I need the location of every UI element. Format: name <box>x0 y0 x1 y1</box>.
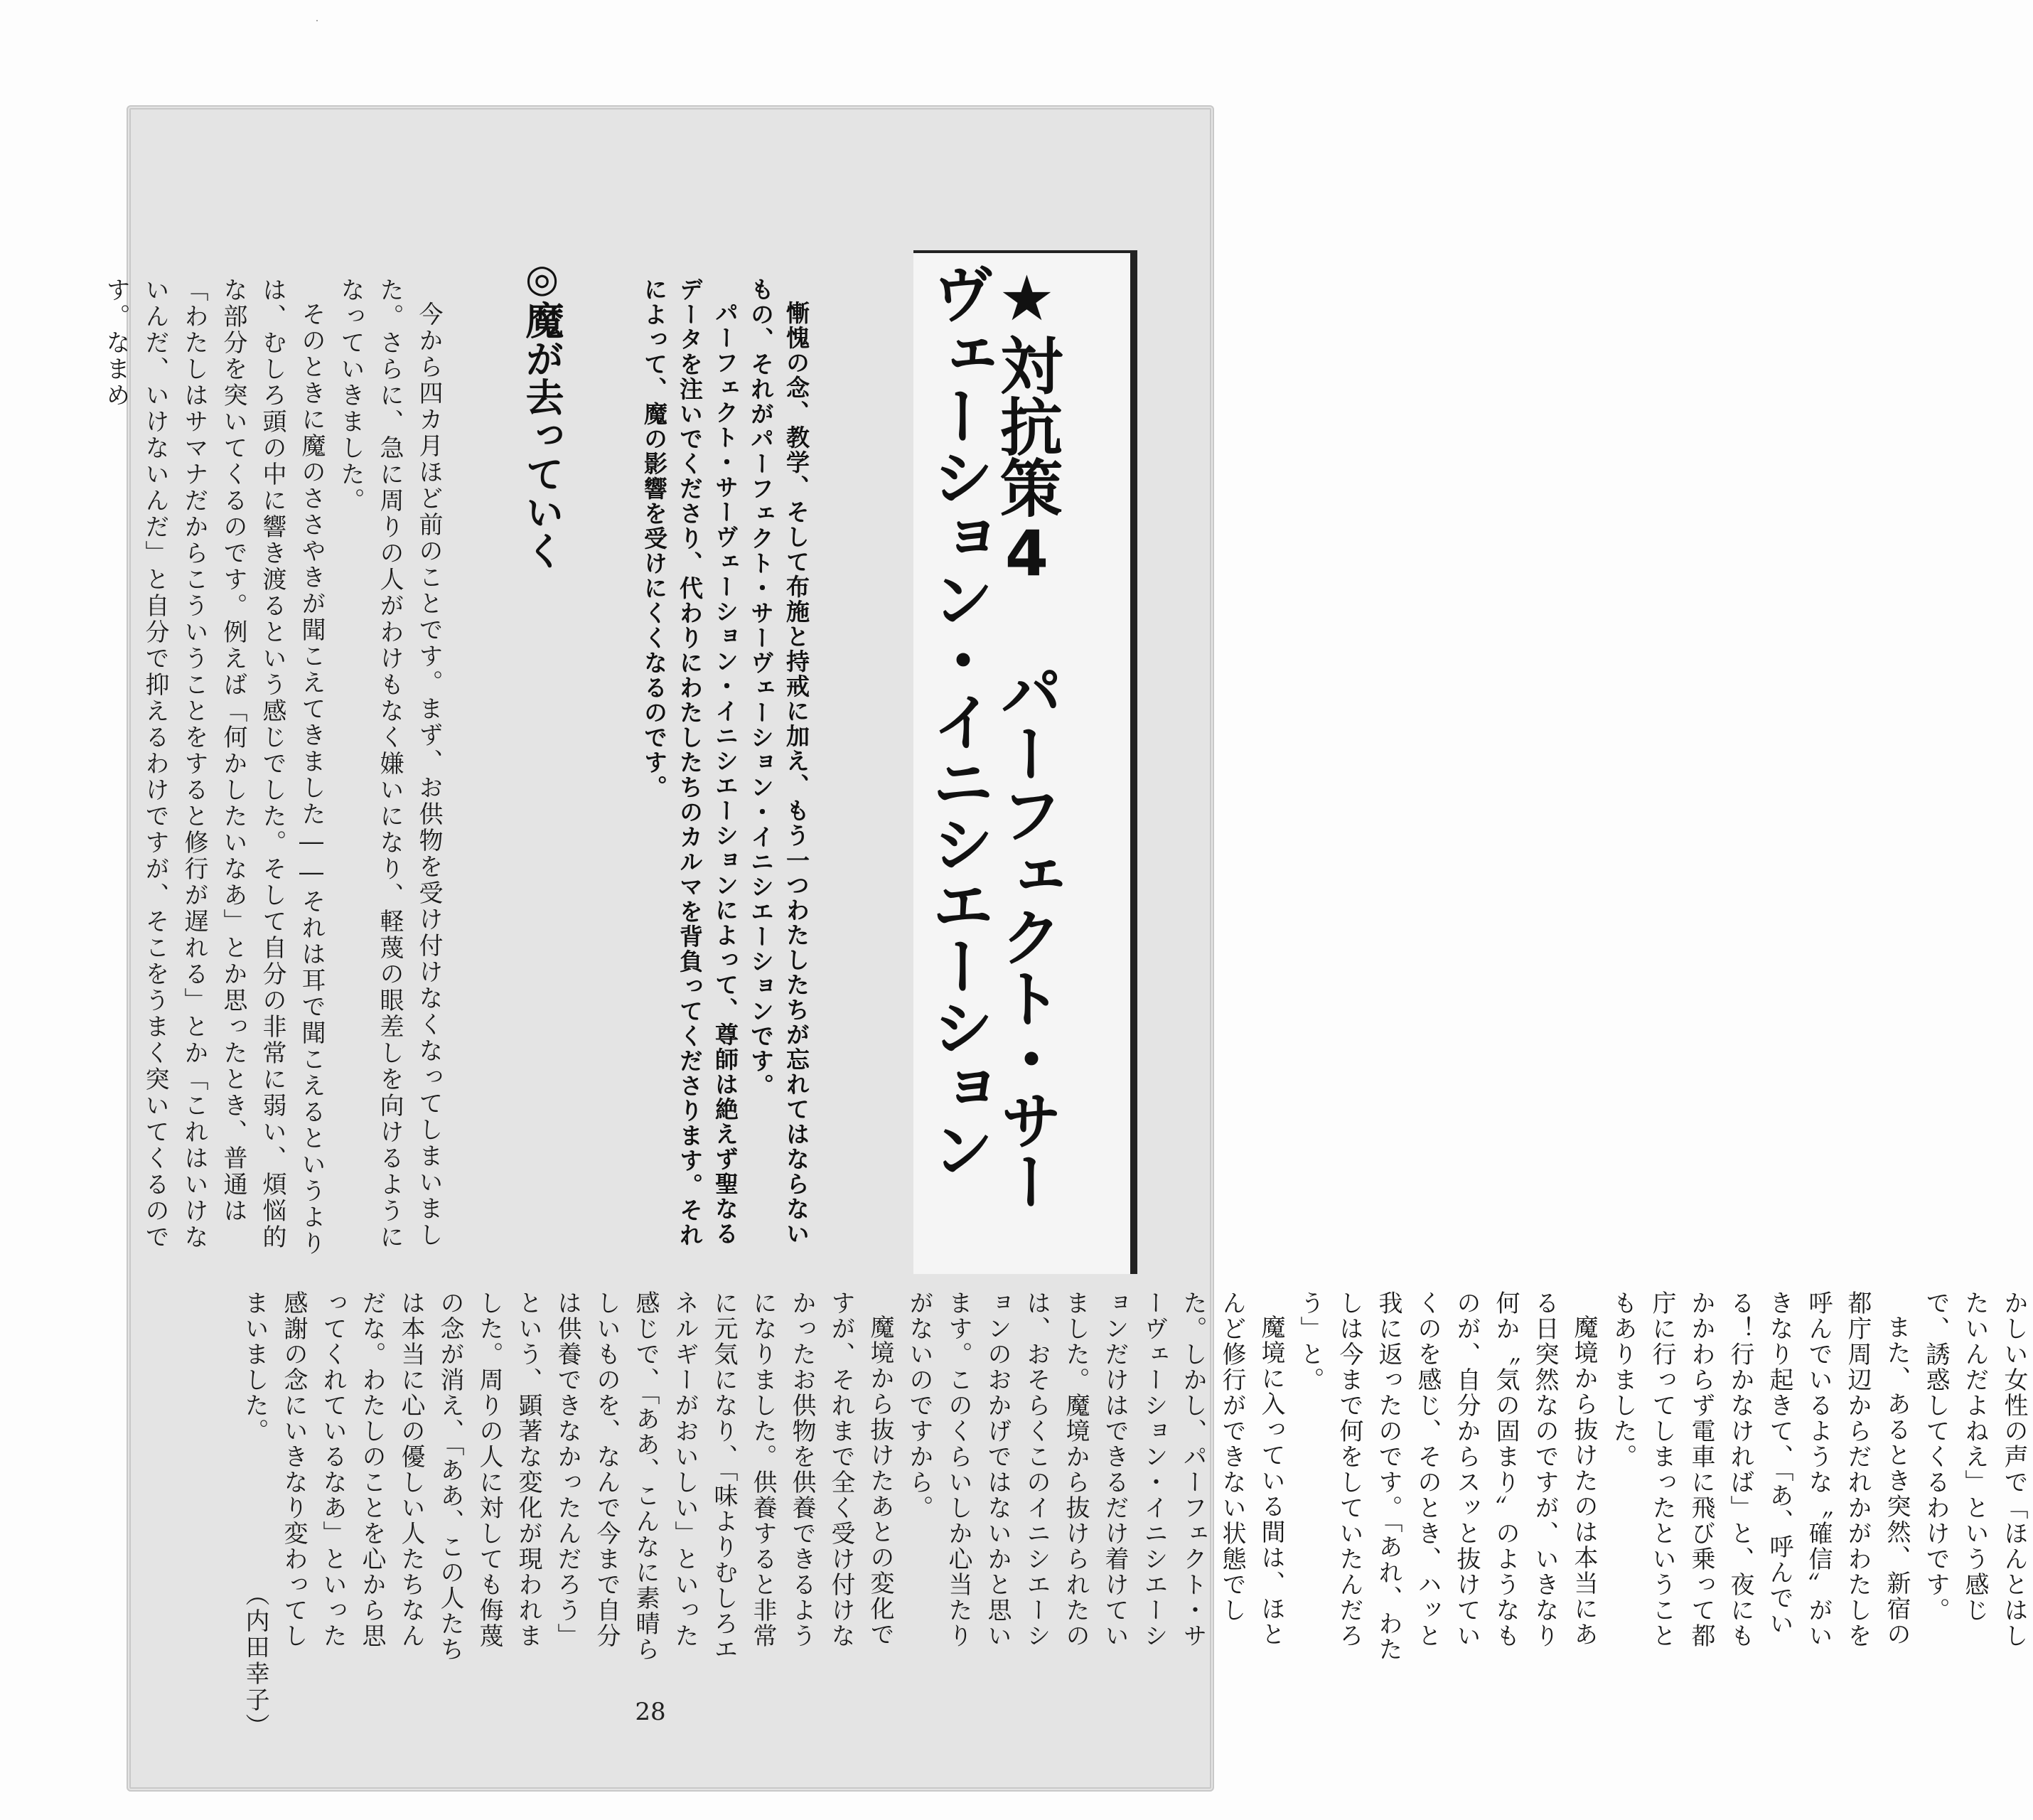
body-paragraph: 魔境から抜けたあとの変化ですが、それまで全く受け付けなかったお供物を供養できるようになりました。供養すると非常に元気になり、「味よりむしろエネルギーがおいしい」といった感じで、「ああ、こんなに素晴らしいものを、なんで今まで自分は供養できなかったんだろう」という、顕著な変化が現われました。周りの人に対しても侮蔑の念が消え、「ああ、この人たちは本当に心の優しい人たちなんだな。わたしのことを心から思ってくれているなあ」といった感謝の念にいきなり変わってしまいました。 <box>240 1290 894 1662</box>
body-paragraph: また、あるとき突然、新宿の都庁周辺からだれかがわたしを呼んでいるような〝確信〟がいきなり起きて、「あ、呼んでいる！行かなければ」と、夜にもかかわらず電車に飛び乗って都庁に行ってしまったということもありました。 <box>1609 1290 1911 1649</box>
body-paragraph: 今から四カ月ほど前のことです。まず、お供物を受け付けなくなってしまいました。さらに、急に周りの人がわけもなく嫌いになり、軽蔑の眼差しを向けるようになっていきました。 <box>336 277 443 1251</box>
body-paragraph: 魔境から抜けたのは本当にある日突然なのですが、いきなり何か〝気の固まり〟のようなものが、自分からスッと抜けていくのを感じ、そのとき、ハッと我に返ったのです。「あれ、わたしは今まで何をしていたんだろう」と。 <box>1296 1290 1598 1662</box>
body-paragraph: かしい女性の声で「ほんとはしたいんだよねえ」という感じで、誘惑してくるわけです。 <box>1921 1290 2028 1649</box>
intro-paragraph: 慚愧の念、教学、そして布施と持戒に加え、もう一つわたしたちが忘れてはならないもの、それがパーフェクト・サーヴェーション・イニシエーションです。 <box>747 277 810 1246</box>
body-text-bottom <box>235 1290 2033 1671</box>
page-number: 28 <box>635 1698 666 1726</box>
body-paragraph: 魔境に入っている間は、ほとんど修行ができない状態でした。しかし、パーフェクト・サーヴェーション・イニシエーションだけはできるだけ着けていました。魔境から抜けられたのは、おそらくこのイニシエーションのおかげではないかと思います。このくらいしか心当たりがないのですから。 <box>905 1290 1285 1649</box>
intro-paragraph: パーフェクト・サーヴェーション・イニシエーションによって、尊師は絶えず聖なるデータを注いでくださり、代わりにわたしたちのカルマを背負ってくださります。それによって、魔の影響を受けにくくなるのです。 <box>640 277 739 1248</box>
author-credit: （内田幸子） <box>241 1582 269 1740</box>
intro-text <box>636 277 814 1258</box>
body-text-top <box>96 277 448 1276</box>
body-paragraph: そのときに魔のささやきが聞こえてきました――それは耳で聞こえるというよりは、むしろ頭の中に響き渡るという感じでした。そして自分の非常に弱い、煩悩的な部分を突いてくるのです。例えば「何かしたいなあ」とか思ったとき、普通は「わたしはサマナだからこういうことをすると修行が遅れる」とか「これはいけないんだ、いけないんだ」と自分で抑えるわけですが、そこをうまく突いてくるのです。なまめ <box>102 277 326 1257</box>
section-heading: ★対抗策4 パーフェクト・サーヴェーション・イニシエーション <box>922 262 1063 1211</box>
subheading: ◎魔が去っていく <box>520 256 564 569</box>
